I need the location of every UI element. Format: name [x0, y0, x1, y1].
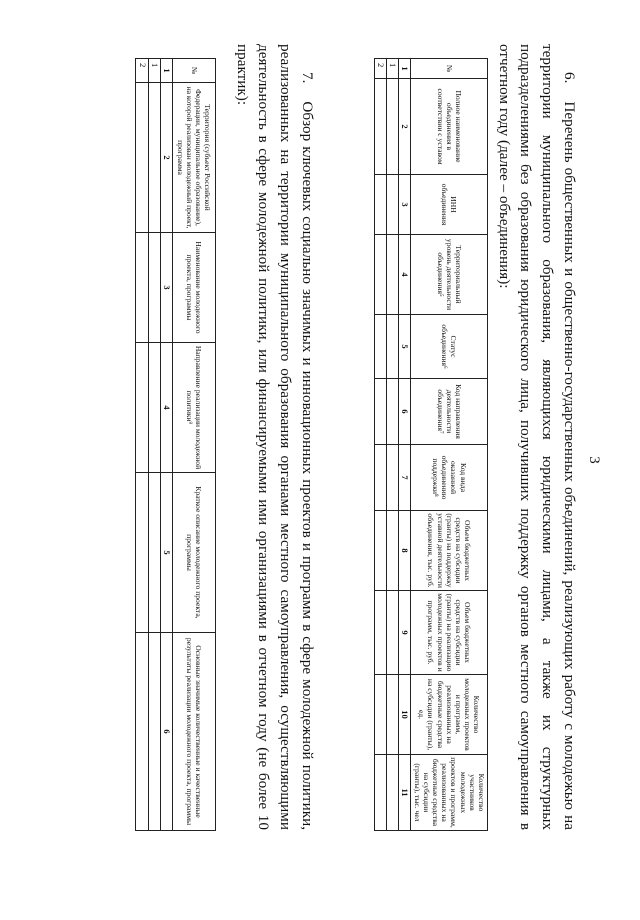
table7-index-cell: 6	[160, 633, 172, 831]
section-6-text: Перечень общественных и общественно-государственных объединений, реализующих работу с молодежью на территории муниципального образования, являющихся юридическими лицами, а также их структурных подразделениями без образования юридического лица, получивших поддержку органов местного самоуправления в отчетном году (далее – объединения):	[495, 44, 578, 830]
section-6-number: 6.	[561, 72, 578, 84]
table6-cell	[386, 79, 398, 175]
table7-header-cell: Основные значимые количественные и качественные результаты реализации молодежного проекта, программы	[173, 633, 216, 831]
table6-cell	[386, 175, 398, 235]
table7-index-cell: 4	[160, 343, 172, 473]
table6-header-cell: Объем бюджетных средств на субсидии (гранты) на поддержку уставной деятельности объединения, тыс. руб.	[411, 511, 488, 591]
table6-header-row	[411, 59, 488, 831]
table6-index-cell: 11	[399, 755, 411, 831]
table6-header-cell: Количество молодежных проектов и программ, реализованных на бюджетные средства на субсидии (гранты), ед.	[411, 675, 488, 755]
table6-cell	[386, 511, 398, 591]
table7-header-cell: Территория (субъект Российской Федерации, муниципальное образование), на которой реализован молодежный проект, программа	[173, 83, 216, 233]
table6-header-cell: Территориальный уровень деятельности объединения⁵	[411, 235, 488, 315]
table7-cell	[148, 233, 160, 343]
table6-cell	[374, 445, 386, 511]
table6-index-row	[399, 59, 411, 831]
table7-cell	[136, 233, 148, 343]
table6-index-cell: 7	[399, 445, 411, 511]
table6-cell	[374, 755, 386, 831]
table7-header-cell: Направление реализации молодежной политики⁹	[173, 343, 216, 473]
projects-table	[135, 58, 216, 831]
table7-index-cell: 5	[160, 473, 172, 633]
objedineniya-table	[374, 58, 488, 831]
table6-index-cell: 10	[399, 675, 411, 755]
table6-cell	[374, 175, 386, 235]
table7-index-cell: 2	[160, 83, 172, 233]
table6-header-cell: Статус объединения⁶	[411, 315, 488, 379]
table6-cell	[374, 235, 386, 315]
table7-cell	[148, 343, 160, 473]
table7-header-cell: Наименование молодежного проекта, программы	[173, 233, 216, 343]
table7-header-cell: Краткое описание молодежного проекта, программы	[173, 473, 216, 633]
table7-index-cell: 1	[160, 59, 172, 83]
page-number: 3	[586, 456, 602, 464]
table6-header-cell: Полное наименование объединения в соответствии с уставом	[411, 79, 488, 175]
table7-cell	[136, 633, 148, 831]
table7-cell	[148, 633, 160, 831]
table7-header-cell: №	[173, 59, 216, 83]
table6-header-cell: Количество участников молодежных проектов и программ, реализованных на бюджетные средства на субсидии (гранты), тыс. чел	[411, 755, 488, 831]
table6-cell	[374, 675, 386, 755]
table7-cell	[136, 343, 148, 473]
table6-index-cell: 9	[399, 591, 411, 675]
table-row	[374, 59, 386, 831]
table7-cell	[148, 83, 160, 233]
table6-cell	[386, 379, 398, 445]
table7-cell	[136, 473, 148, 633]
table7-index-cell: 3	[160, 233, 172, 343]
table7-index-row	[160, 59, 172, 831]
table7-row-number: 2	[136, 59, 148, 83]
table6-index-cell: 8	[399, 511, 411, 591]
table6-index-cell: 3	[399, 175, 411, 235]
table6-header-cell: №	[411, 59, 488, 79]
table6-header-cell: Код направления деятельности объединения⁷	[411, 379, 488, 445]
table6-cell	[386, 591, 398, 675]
table6-cell	[386, 445, 398, 511]
table6-cell	[374, 79, 386, 175]
table6-header-cell: Объем бюджетных средств на субсидии (гранты) на реализацию молодежных проектов и программ, тыс. руб.	[411, 591, 488, 675]
table6-cell	[374, 591, 386, 675]
table6-index-cell: 4	[399, 235, 411, 315]
section-7-text: Обзор ключевых социально значимых и инновационных проектов и программ в сфере молодежной политики, реализованных на территории муниципального образования органами местного самоуправления, осуществляющими деятельность в сфере молодежной политики, или финансируемыми ими организациями в отчетном году (не более 10 практик):	[233, 44, 316, 830]
table6-cell	[374, 315, 386, 379]
table6-row-number: 1	[386, 59, 398, 79]
table6-cell	[386, 755, 398, 831]
table-row	[136, 59, 148, 831]
table7-row-number: 1	[148, 59, 160, 83]
table6-cell	[374, 511, 386, 591]
table7-header-row	[173, 59, 216, 831]
table6-cell	[386, 675, 398, 755]
table-row	[386, 59, 398, 831]
table-row	[148, 59, 160, 831]
table6-index-cell: 2	[399, 79, 411, 175]
table6-header-cell: Код вида оказанной объединению поддержки⁸	[411, 445, 488, 511]
table6-header-cell: ИНН объединения	[411, 175, 488, 235]
table7-cell	[136, 83, 148, 233]
table6-cell	[386, 315, 398, 379]
table7-cell	[148, 473, 160, 633]
table6-index-cell: 6	[399, 379, 411, 445]
section-7-number: 7.	[299, 72, 316, 84]
table6-index-cell: 5	[399, 315, 411, 379]
table6-index-cell: 1	[399, 59, 411, 79]
section-7-paragraph	[231, 44, 318, 830]
section-6-paragraph	[493, 44, 580, 830]
table6-row-number: 2	[374, 59, 386, 79]
table6-cell	[374, 379, 386, 445]
table6-cell	[386, 235, 398, 315]
